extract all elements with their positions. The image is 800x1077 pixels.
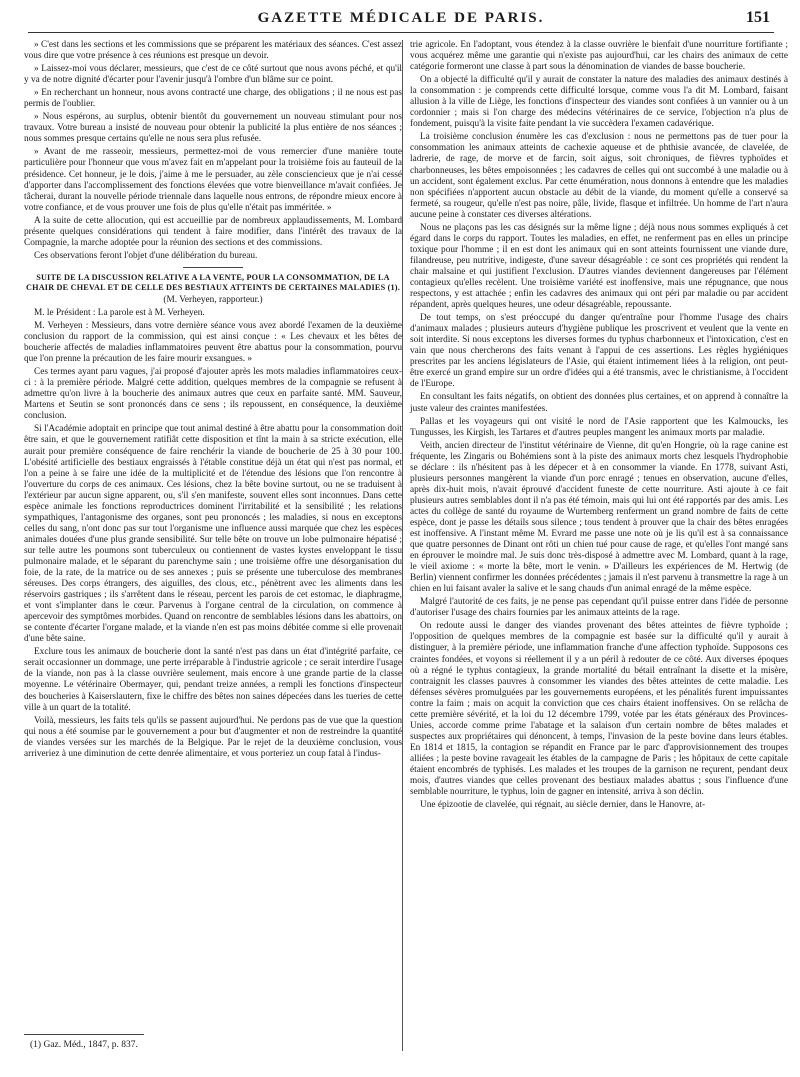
footnote-rule [24,1034,144,1035]
paragraph: Exclure tous les animaux de boucherie dont la santé n'est pas dans un état d'intégrité parfaite, ce serait occasionner un dommage, une perte irréparable à l'industrie agricole ; ce serait interdire l'usage de la viande, non pas à la classe ouvrière seulement, mais encore à une grande partie de la classe moyenne. Le vétérinaire Obermayer, qui, pendant treize années, a rempli les fonctions d'inspecteur des boucheries à Kaiserslautern, fixe le chiffre des bêtes non saines dépecées dans les tueries de cette ville à un quart de la totalité. [24,647,402,713]
paragraph: Ces termes ayant paru vagues, j'ai proposé d'ajouter après les mots maladies inflammatoires ceux-ci : à la première période. Malgré cette addition, quelques membres de la compagnie se refusent à admettre qu'on livre à la boucherie des animaux autres que ceux en parfaite santé. MM. Sauveur, Martens et Seutin se sont prononcés dans ce sens ; ils repoussent, en conséquence, la deuxième conclusion. [24,367,402,422]
paragraph: Si l'Académie adoptait en principe que tout animal destiné à être abattu pour la consommation doit être sain, et que le gouvernement ratifiât cette disposition et tînt la main à sa stricte exécution, elle aurait pour première conséquence de faire renchérir la viande de boucherie de 25 à 30 pour 100. L'obésité artificielle des bestiaux engraissés à l'étable constitue déjà un état qui n'est pas normal, et l'on a peine à se faire une idée de la multiplicité et de l'étendue des lésions que l'on rencontre à l'ouverture du corps de ces animaux. Ces lésions, chez la bête bovine surtout, ou ne se traduisent à l'extérieur par aucun signe apparent, ou, s'il s'en manifeste, souvent elles sont inconnues. Dans cette espèce animale les fonctions reproductrices dominent l'irritabilité et la sensibilité ; les relations sympathiques, l'antagonisme des organes, sont peu prononcés ; les maladies, si nous en exceptons celles du sang, n'ont donc pas sur tout l'organisme une influence aussi marquée que chez les espèces animales douées d'une plus grande sensibilité. Sur telle bête on trouve un lobe pulmonaire hépatisé ; sur telle autre les poumons sont tuberculeux ou contiennent de vastes kystes enveloppant le tissu pulmonaire malade, et le séparant du parenchyme sain ; une troisième offre une désorganisation du foie, de la rate, de la matrice ou de ses annexes ; puis se présente une tuberculose des membranes séreuses. Des corps étrangers, des aiguilles, des clous, etc., pénètrent avec les aliments dans les réservoirs gastriques ; ils s'arrêtent dans le réseau, percent les parois de cet estomac, le diaphragme, et vont s'implanter dans le cœur. Parvenus à l'organe central de la circulation, on commence à apercevoir des symptômes morbides. Quand on rencontre de semblables lésions dans les abattoirs, on se contente d'écarter l'organe malade, et la viande n'en est pas moins débitée comme si elle provenait d'une bête saine. [24,424,402,645]
paragraph: On redoute aussi le danger des viandes provenant des bêtes atteintes de fièvre typhoïde ; l'opposition de quelques membres de la compagnie est basée sur la difficulté qu'il y aurait à distinguer, à la première période, une inflammation franche d'une affection typhoïde. Supposons ces craintes fondées, et voyons si réellement il y a un péril à redouter de ce côté. Aux diverses époques où a régné le typhus contagieux, la grande mortalité du bétail entraînant la disette et la misère, contraignit les classes pauvres à consommer les viandes des bêtes atteintes de cette maladie. Les défenses sévères promulguées par les gouvernements européens, et les pénalités furent impuissantes contre la faim ; mais on acquit la conviction que ces chairs étaient inoffensives. On se relâcha de cette première sévérité, et la loi du 12 décembre 1799, votée par les états généraux des Provinces-Unies, accorde comme prime l'abatage et la salaison d'un certain nombre de bêtes malades et suspectes aux propriétaires qui dénoncent, à temps, l'invasion de la peste bovine dans leurs étables. En 1814 et 1815, la contagion se répandit en France par le parc d'approvisionnement des troupes alliées ; la peste bovine ravageait les étables de la campagne de Paris ; les hôpitaux de cette capitale étaient encombrés de typhisés. Les malades et les troupes de la garnison ne reçurent, pendant deux mois, d'autres viandes que celles provenant des bestiaux malades abattus ; sous l'influence d'une semblable nourriture, le typhus, loin de gagner en intensité, arriva à son déclin. [410,621,788,798]
section-title: SUITE DE LA DISCUSSION RELATIVE A LA VENTE, POUR LA CONSOMMATION, DE LA CHAIR DE CHEVAL ET DE CELLE DES BESTIAUX ATTEINTS DE CERTAINES MALADIES (1). [26,272,400,292]
column-rule [402,40,403,1051]
paragraph: Veith, ancien directeur de l'institut vétérinaire de Vienne, dit qu'en Hongrie, où la rage canine est fréquente, les Zingaris ou Bohémiens sont à la piste des animaux morts chez lesquels l'hydrophobie se déclare : ils n'hésitent pas à les dépecer et à en consommer la viande. En 1778, suivant Asti, plusieurs personnes mangèrent la viande d'un porc enragé ; tenues en observation, aucune d'elles, après dix-huit mois, n'avait éprouvé d'accident funeste de cette nourriture. Asti ajoute à ce fait plusieurs autres semblables dont il n'a pas été témoin, mais qui lui ont été rapportés par des amis. Les actes du collège de santé du royaume de Wurtemberg renferment un grand nombre de faits de cette espèce, dont je passe les détails sous silence ; tous tendent à prouver que la chair des bêtes enragées est inoffensive. A l'instant même M. Evrard me passe une note où je lis qu'il est à sa connaissance que quatre personnes de Dinant ont rôti un chien tué pour cause de rage, et qu'elles l'ont mangé sans en éprouver le moindre mal. Je suis donc très-disposé à admettre avec M. Lombard, quant à la rage, le vieil axiome : « morte la bête, mort le venin. » D'ailleurs les expériences de M. Hertwig (de Berlin) viennent confirmer les données précédentes ; jamais il n'est parvenu à transmettre la rage à un chien en lui faisant avaler la salive et le sang chauds d'un animal enragé de la même espèce. [410,440,788,595]
paragraph: On a objecté la difficulté qu'il y aurait de constater la nature des maladies des animaux destinés à la consommation : je comprends cette difficulté lorsque, comme vous l'a dit M. Lombard, faisant allusion à la ville de Liège, les fonctions d'inspecteur des viandes sont confiées à un vannier ou à un cordonnier ; mais si l'on charge des médecins vétérinaires de ce service, l'objection n'a plus de fondement, puisqu'à la visite faite pendant la vie succèdera l'examen cadavérique. [410,75,788,130]
page-number: 151 [746,9,770,26]
paragraph: » Laissez-moi vous déclarer, messieurs, que c'est de ce côté surtout que nous avons péché, et qu'il y va de notre dignité d'écarter pour l'avenir jusqu'à l'ombre d'un blâme sur ce point. [24,64,402,86]
paragraph: M. Verheyen : Messieurs, dans votre dernière séance vous avez abordé l'examen de la deuxième conclusion du rapport de la commission, qui est ainsi conçue : « Les chevaux et les bêtes de boucherie affectés de maladies inflammatoires peuvent être abattus pour la consommation, pourvu que l'on prenne la précaution de les faire mourir exsangues. » [24,320,402,365]
paragraph: Une épizootie de clavelée, qui régnait, au siècle dernier, dans le Hanovre, at- [420,800,706,811]
paragraph: » Nous espérons, au surplus, obtenir bientôt du gouvernement un nouveau stimulant pour nos travaux. Votre bureau a insisté de nouveau pour obtenir la publicité la plus entière de nos séances ; nous sommes presque certains qu'elle ne nous sera plus refusée. [24,112,402,145]
page-header [28,6,774,33]
rapporteur-line: (M. Verheyen, rapporteur.) [163,294,263,305]
running-title: GAZETTE MÉDICALE DE PARIS. [257,10,545,26]
paragraph: A la suite de cette allocution, qui est accueillie par de nombreux applaudissements, M. Lombard présente quelques considérations qui tendent à faire modifier, dans l'intérêt des travaux de la Compagnie, la marche adoptée pour la réunion des sections et des commissions. [24,215,402,248]
paragraph: Pallas et les voyageurs qui ont visité le nord de l'Asie rapportent que les Kalmoucks, les Tungusses, les Kirgish, les Tartares et d'autres peuples mangent les animaux morts par maladie. [410,416,788,438]
paragraph: M. le Président : La parole est à M. Verheyen. [34,307,205,318]
paragraph: En consultant les faits négatifs, on obtient des données plus certaines, et on apprend à connaître la juste valeur des craintes manifestées. [410,392,788,414]
paragraph: trie agricole. En l'adoptant, vous étendez à la classe ouvrière le bienfait d'une nourriture fortifiante ; vous acquérez même une garantie qui n'existe pas aujourd'hui, car les chairs des animaux de cette catégorie formeront une classe à part sous la dénomination de viandes de basse boucherie. [410,40,788,73]
paragraph: » C'est dans les sections et les commissions que se préparent les matériaux des séances. C'est assez vous dire que votre présence à ces réunions est presque un devoir. [24,40,402,62]
paragraph: De tout temps, on s'est préoccupé du danger qu'entraîne pour l'homme l'usage des chairs d'animaux malades ; plusieurs auteurs d'hygiène publique les proscrivent et veulent que la vente en soit interdite. Si nous exceptons les diverses formes du typhus charbonneux et l'intoxication, c'est en vain que nous chercherons des faits venant à l'appui de ces assertions. Les règles hygiéniques prescrites par les anciens législateurs de l'Asie, qui étaient intimement liées à la religion, ont peut-être exercé un grand empire sur un ordre d'idées qui a été transmis, avec le christianisme, à l'occident de l'Europe. [410,313,788,390]
paragraph: Nous ne plaçons pas les cas désignés sur la même ligne ; déjà nous nous sommes expliqués à cet égard dans le corps du rapport. Toutes les maladies, en effet, ne renferment pas en elles un principe toxique pour l'homme ; il en est dont les animaux qui en sont atteints fournissent une viande dure, filandreuse, peu nutritive, indigeste, d'une saveur désagréable : ce sont ces propriétés qui rendent la chair malsaine et qui justifient l'exclusion. D'autres viandes deviennent dangereuses par l'élément contagieux qu'elles recèlent. Une troisième variété est inoffensive, mais une répugnance, que nous respectons, y est attachée ; enfin les cadavres des animaux qui ont péri par maladie ou par accident répandent, après quelques heures, une odeur désagréable, repoussante. [410,222,788,311]
section-divider [183,267,243,268]
paragraph: La troisième conclusion énumère les cas d'exclusion : nous ne permettons pas de tuer pour la consommation les animaux atteints de cachexie aqueuse et de phthisie avancée, de clavelée, de ladrerie, de rage, de morve et de farcin, soit aigus, soit chroniques, de fièvres typhoïdes et charbonneuses, les bêtes empoisonnées ; les cadavres de celles qui ont succombé à une maladie ou à un accident, sont également exclus. Par cette énumération, nous donnons à entendre que les maladies non spécifiées n'apportent aucun obstacle au débit de la viande, du moment qu'elle a conservé sa fermeté, sa rougeur, qu'elle n'est pas noire, pâle, livide, flasque et infiltrée. Un homme de l'art n'aura aucune peine à constater ces diverses altérations. [410,132,788,220]
right-column [410,40,788,813]
paragraph: Ces observations feront l'objet d'une délibération du bureau. [34,250,258,261]
paragraph: » Avant de me rasseoir, messieurs, permettez-moi de vous remercier d'une manière toute particulière pour l'honneur que vous m'avez fait en m'appelant pour la troisième fois au fauteuil de la présidence. Cet honneur, je le dois, j'aime à me le persuader, au zèle consciencieux que je n'ai cessé d'apporter dans l'accomplissement des fonctions élevées que votre bienveillance m'avait confiées. Je tâcherai, durant la nouvelle période triennale dans laquelle nous entrons, de répondre mieux encore à votre confiance, et de vous prouver une fois de plus qu'elle n'était pas imméritée. » [24,147,402,213]
left-column [24,40,402,762]
footnote: (1) Gaz. Méd., 1847, p. 837. [30,1040,138,1050]
paragraph: » En recherchant un honneur, nous avons contracté une charge, des obligations ; il ne nous est pas permis de l'oublier. [24,88,402,110]
paragraph: Voilà, messieurs, les faits tels qu'ils se passent aujourd'hui. Ne perdons pas de vue que la question qui nous a été soumise par le gouvernement a pour but d'augmenter et non de restreindre la quantité de viandes versées sur les marchés de la Belgique. Par le rejet de la deuxième conclusion, vous arriveriez à une diminution de cette denrée alimentaire, et vous porteriez un coup fatal à l'indus- [24,715,402,759]
paragraph: Malgré l'autorité de ces faits, je ne pense pas cependant qu'il puisse entrer dans l'idée de personne d'autoriser l'usage des chairs fournies par les animaux atteints de la rage. [410,597,788,619]
